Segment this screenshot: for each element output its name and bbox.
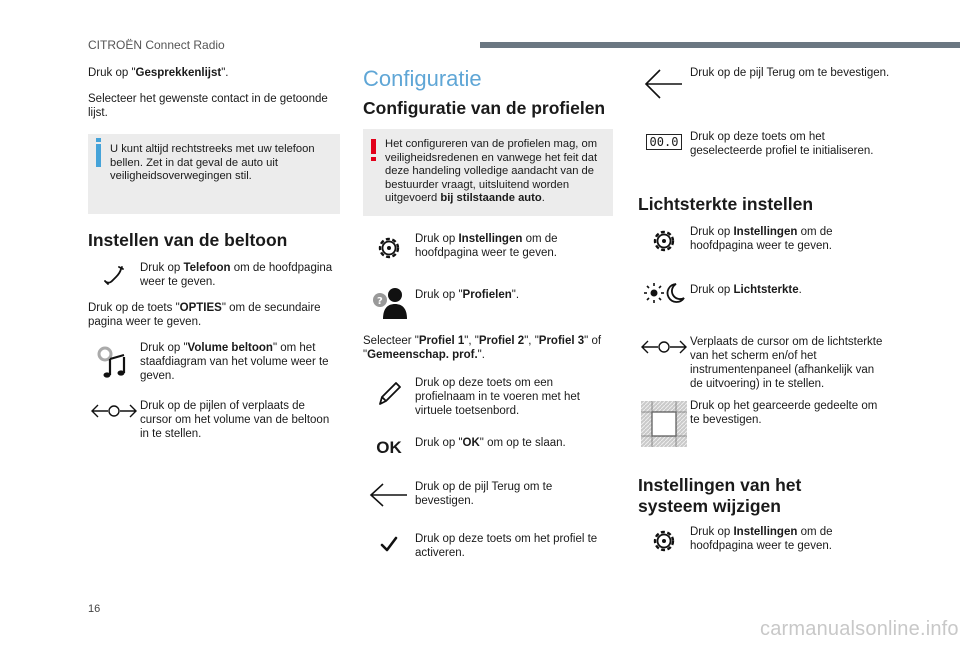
checkmark-icon — [363, 532, 415, 552]
page-number: 16 — [88, 603, 101, 615]
warning-icon — [371, 139, 376, 154]
column-left — [88, 66, 340, 441]
ringtone-heading: Instellen van de beltoon — [88, 230, 288, 250]
sun-moon-icon — [638, 279, 690, 305]
header-bar — [480, 42, 960, 48]
system-settings-heading: Instellingen van het systeem wijzigen — [638, 475, 802, 516]
edit-name-step: Druk op deze toets om een profielnaam in te voeren met het virtuele toetsenbord. — [363, 376, 613, 418]
back-arrow-icon — [638, 66, 690, 100]
brightness-heading: Lichtsterkte instellen — [638, 194, 814, 214]
call-log-text: Druk op "Gesprekkenlijst". — [88, 67, 229, 79]
reset-step: 00.0 Druk op deze toets om het geselecteerde profiel te initialiseren. — [638, 130, 890, 158]
ringtone-settings-icon — [88, 341, 140, 383]
brightness-step: Druk op Lichtsterkte. — [638, 279, 890, 305]
watermark: carmanualsonline.info — [760, 618, 959, 640]
cursor-step: Verplaats de cursor om de lichtsterkte van het scherm en/of het instrumentenpaneel (afhankelijk van de uitvoering) in te stellen. — [638, 335, 890, 391]
gear-icon — [638, 225, 690, 255]
brightness-settings-step: Druk op Instellingen om de hoofdpagina weer te geven. — [638, 225, 890, 255]
phone-icon — [88, 261, 140, 289]
arrows-cursor-icon — [88, 399, 140, 421]
pencil-icon — [363, 376, 415, 408]
back-step: Druk op de pijl Terug om te bevestigen. — [363, 480, 613, 508]
info-icon — [96, 144, 101, 167]
info-note: U kunt altijd rechtstreeks met uw telefoon bellen. Zet in dat geval de auto uit veiligheidsoverwegingen stil. — [88, 134, 340, 214]
options-text: Druk op de toets "OPTIES" om de secundaire pagina weer te geven. — [88, 302, 321, 328]
arrows-step: Druk op de pijlen of verplaats de cursor om het volume van de beltoon in te stellen. — [88, 399, 340, 441]
back-arrow-icon — [363, 480, 415, 508]
ok-icon: OK — [376, 437, 402, 457]
profiles-step: ? Druk op "Profielen". — [363, 282, 613, 320]
manual-title: CITROËN Connect Radio — [88, 38, 225, 52]
select-profile-text: Selecteer "Profiel 1", "Profiel 2", "Profiel 3" of "Gemeenschap. prof.". — [363, 334, 602, 361]
phone-step: Druk op Telefoon om de hoofdpagina weer te geven. — [88, 261, 340, 289]
svg-text:?: ? — [377, 295, 383, 307]
arrows-cursor-icon — [638, 335, 690, 357]
activate-step: Druk op deze toets om het profiel te activeren. — [363, 532, 613, 560]
ok-step: OK Druk op "OK" om op te slaan. — [363, 436, 613, 458]
back-confirm-step: Druk op de pijl Terug om te bevestigen. — [638, 66, 890, 100]
gear-icon — [363, 232, 415, 262]
select-contact-text: Selecteer het gewenste contact in de getoonde lijst. — [88, 93, 328, 119]
ringtone-volume-step: Druk op "Volume beltoon" om het staafdiagram van het volume weer te geven. — [88, 341, 340, 383]
gear-icon — [638, 525, 690, 555]
hatched-step: Druk op het gearceerde gedeelte om te bevestigen. — [638, 399, 890, 447]
reset-icon: 00.0 — [646, 134, 683, 150]
profiles-heading: Configuratie van de profielen — [363, 98, 606, 118]
profile-icon — [363, 282, 415, 320]
column-right — [638, 66, 890, 555]
section-title: Configuratie — [363, 66, 482, 91]
column-middle — [363, 66, 613, 560]
settings-step: Druk op Instellingen om de hoofdpagina weer te geven. — [363, 232, 613, 262]
warning-note: Het configureren van de profielen mag, om veiligheidsredenen en vanwege het feit dat deze handeling volledige aandacht van de bestuurder vraagt, uitsluitend worden uitgevoerd bij stilstaande auto. — [363, 129, 613, 216]
hatched-area-icon — [638, 399, 690, 447]
system-settings-step: Druk op Instellingen om de hoofdpagina weer te geven. — [638, 525, 890, 555]
